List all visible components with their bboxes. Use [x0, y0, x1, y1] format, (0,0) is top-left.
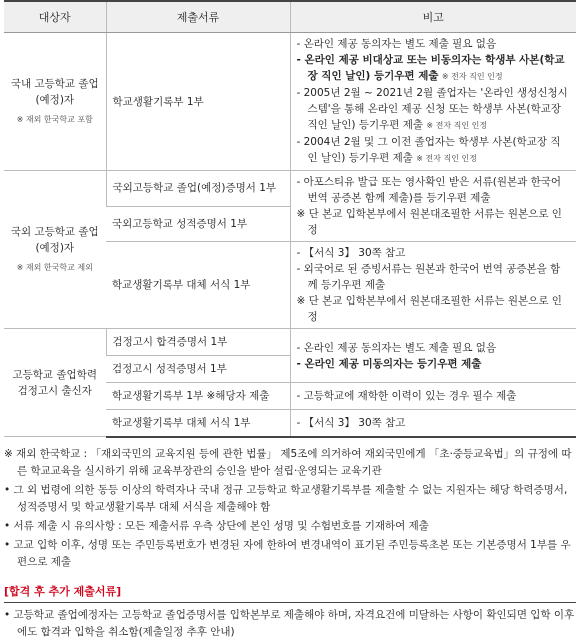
section-notes	[4, 607, 576, 641]
remark-item: ※ 단 본교 입학본부에서 원본대조필한 서류는 원본으로 인정	[296, 208, 562, 236]
section-title: [합격 후 추가 제출서류]	[4, 584, 122, 598]
remark-item: - 【서식 3】 30쪽 참고	[296, 247, 406, 259]
table-row	[4, 171, 576, 207]
remark-item: - 온라인 제공 동의자는 별도 제출 필요 없음	[296, 341, 497, 354]
remarks-cell	[290, 171, 576, 242]
target-cell-domestic	[4, 33, 106, 171]
target-label: 국내 고등학교 졸업(예정)자	[10, 77, 99, 106]
table-row	[4, 33, 576, 171]
remark-text: - 온라인 제공 비대상교 또는 비동의자는 학생부 사본(학교장 직인 날인) 등기우편 제출	[296, 54, 565, 82]
remarks-cell: - 고등학교에 재학한 이력이 있는 경우 필수 제출	[290, 383, 576, 410]
target-note: ※ 재외 한국학교 제외	[16, 262, 93, 272]
section-item: • 고등학교 졸업예정자는 고등학교 졸업증명서를 입학본부로 제출해야 하며, 자격요건에 미달하는 사항이 확인되면 입학 이후에도 합격과 입학을 취소함(제출일정 추후 안내)	[4, 608, 575, 638]
note-equivalent: • 그 외 법령에 의한 동등 이상의 학력자나 국내 정규 고등학교 학교생활기록부를 제출할 수 없는 지원자는 해당 학력증명서, 성적증명서 및 학교생활기록부 대체 서식을 제출해야 함	[4, 483, 568, 513]
remarks-cell	[290, 33, 576, 171]
remark-item: ※ 단 본교 입학본부에서 원본대조필한 서류는 원본으로 인정	[296, 295, 562, 323]
remark-small-note: ※ 전자 직인 인정	[426, 121, 488, 130]
note-name-change: • 고교 입학 이후, 성명 또는 주민등록번호가 변경된 자에 한하여 변경내역이 표기된 주민등록초본 또는 기본증명서 1부를 우편으로 제출	[4, 538, 571, 568]
doc-cell: 국외고등학교 졸업(예정)증명서 1부	[106, 171, 290, 207]
target-label: 국외 고등학교 졸업(예정)자	[10, 225, 99, 254]
doc-cell: 검정고시 합격증명서 1부	[106, 329, 290, 356]
remarks-cell: - 【서식 3】 30쪽 참고	[290, 410, 576, 437]
notes-block	[4, 446, 576, 571]
remarks-list	[297, 340, 571, 372]
remark-text: - 온라인 제공 동의자는 별도 제출 필요 없음	[296, 38, 497, 50]
remark-text: - 2005년 2월 ~ 2021년 2월 졸업자는 '온라인 생성신청시스템'을 통해 온라인 제공 신청 또는 학생부 사본(학교장 직인 날인) 등기우편 제출	[296, 87, 568, 131]
header-documents: 제출서류	[106, 1, 290, 33]
note-submission: • 서류 제출 시 유의사항 : 모든 제출서류 우측 상단에 본인 성명 및 수험번호를 기재하여 제출	[4, 519, 429, 532]
remark-item	[297, 85, 571, 134]
doc-cell: 검정고시 성적증명서 1부	[106, 356, 290, 383]
doc-cell: 학교생활기록부 1부	[106, 33, 290, 171]
doc-cell: 학교생활기록부 1부 ※해당자 제출	[106, 383, 290, 410]
target-label: 고등학교 졸업학력 검정고시 출신자	[12, 368, 97, 397]
section-divider	[4, 599, 576, 603]
documents-table	[4, 0, 576, 438]
remarks-list	[297, 174, 571, 238]
remark-item	[297, 36, 571, 52]
table-header-row	[4, 1, 576, 33]
doc-cell: 국외고등학교 성적증명서 1부	[106, 206, 290, 242]
remarks-cell	[290, 242, 576, 329]
doc-cell: 학교생활기록부 대체 서식 1부	[106, 242, 290, 329]
remark-text: - 2004년 2월 및 그 이전 졸업자는 학생부 사본(학교장 직인 날인) 등기우편 제출	[296, 136, 561, 164]
remarks-cell	[290, 329, 576, 383]
remark-small-note: ※ 전자 직인 인정	[416, 154, 477, 163]
remark-item	[297, 134, 571, 167]
remark-item: - 외국어로 된 증빙서류는 원본과 한국어 번역 공증본을 함께 등기우편 제출	[296, 263, 561, 291]
note-korean-school: ※ 재외 한국학교 : 「재외국민의 교육지원 등에 관한 법률」 제5조에 의거하여 재외국민에게 「초·중등교육법」의 규정에 따른 학교교육을 실시하기 위해 교육부장관의 승인을 받아 설립·운영되는 교육기관	[4, 447, 572, 477]
page	[4, 0, 576, 641]
table-row	[4, 329, 576, 356]
header-target: 대상자	[4, 1, 106, 33]
remark-small-note: ※ 전자 직인 인정	[441, 72, 503, 81]
remark-item	[297, 52, 571, 85]
doc-cell: 학교생활기록부 대체 서식 1부	[106, 410, 290, 437]
remarks-list	[297, 245, 571, 325]
remarks-list	[297, 36, 571, 167]
target-cell-foreign	[4, 171, 106, 329]
target-note: ※ 재외 한국학교 포함	[16, 114, 93, 124]
header-remarks: 비고	[290, 1, 576, 33]
target-cell-ged	[4, 329, 106, 437]
remark-item: - 아포스티유 발급 또는 영사확인 받은 서류(원본과 한국어 번역 공증본 함께 제출)를 등기우편 제출	[296, 176, 562, 204]
remark-item: - 온라인 제공 미동의자는 등기우편 제출	[296, 357, 482, 370]
